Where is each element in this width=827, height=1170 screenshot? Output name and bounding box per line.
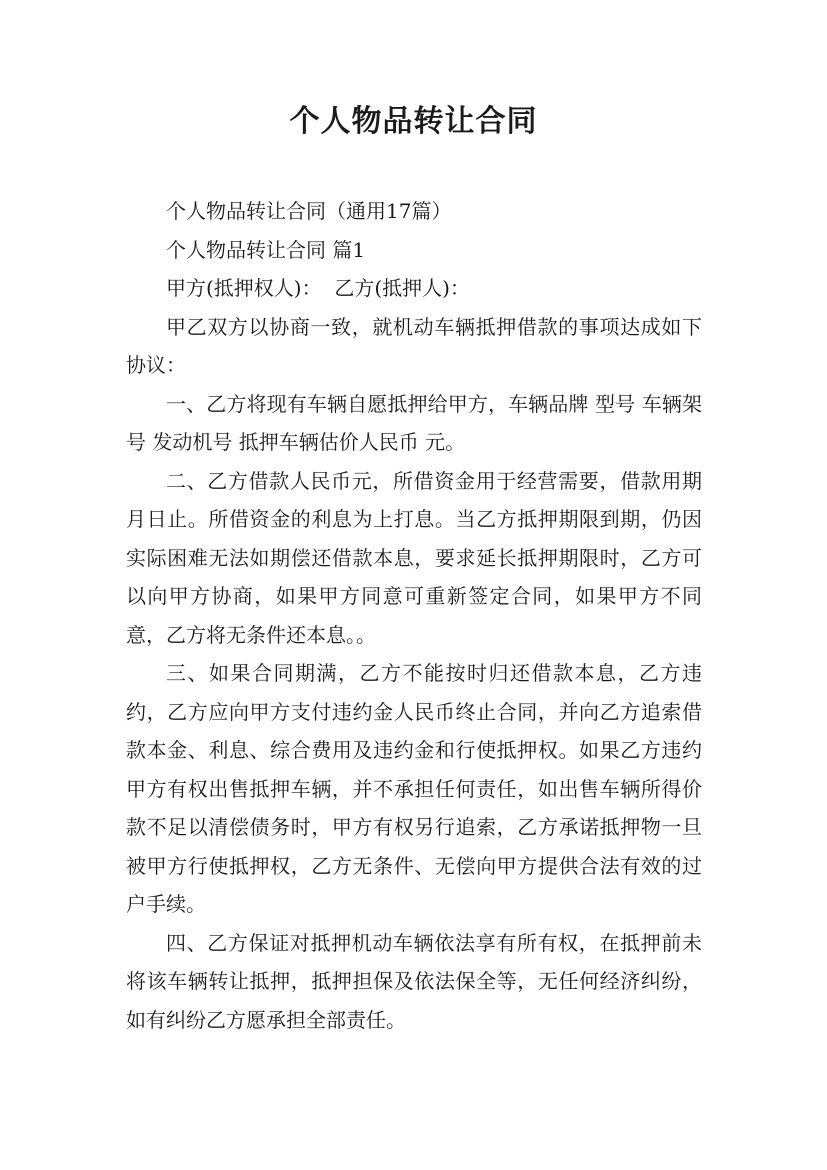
paragraph-section-heading: 个人物品转让合同 篇1 — [166, 237, 366, 262]
paragraph-subtitle: 个人物品转让合同（通用17篇） — [166, 199, 452, 223]
paragraph-clause-4: 四、乙方保证对抵押机动车辆依法享有所有权，在抵押前未将该车辆转让抵押，抵押担保及依法保全等，无任何经济纠纷，如有纠纷乙方愿承担全部责任。 — [126, 930, 702, 1032]
paragraph-parties: 甲方(抵押权人)： 乙方(抵押人)： — [166, 276, 470, 300]
document-title: 个人物品转让合同 — [289, 104, 538, 139]
paragraph-clause-2: 二、乙方借款人民币元，所借资金用于经营需要，借款用期月日止。所借资金的利息为上打息。当乙方抵押期限到期，仍因实际困难无法如期偿还借款本息，要求延长抵押期限时，乙方可以向甲方协商，如果甲方同意可重新签定合同，如果甲方不同意，乙方将无条件还本息。。 — [126, 468, 702, 647]
document-body — [126, 192, 702, 1039]
paragraph-preamble: 甲乙双方以协商一致，就机动车辆抵押借款的事项达成如下协议： — [126, 314, 702, 377]
paragraph-clause-3: 三、如果合同期满，乙方不能按时归还借款本息，乙方违约，乙方应向甲方支付违约金人民币终止合同，并向乙方追索借款本金、利息、综合费用及违约金和行使抵押权。如果乙方违约甲方有权出售抵押车辆，并不承担任何责任，如出售车辆所得价款不足以清偿债务时，甲方有权另行追索，乙方承诺抵押物一旦被甲方行使抵押权，乙方无条件、无偿向甲方提供合法有效的过户手续。 — [126, 661, 702, 916]
paragraph-clause-1: 一、乙方将现有车辆自愿抵押给甲方，车辆品牌 型号 车辆架号 发动机号 抵押车辆估价人民币 元。 — [126, 391, 702, 454]
